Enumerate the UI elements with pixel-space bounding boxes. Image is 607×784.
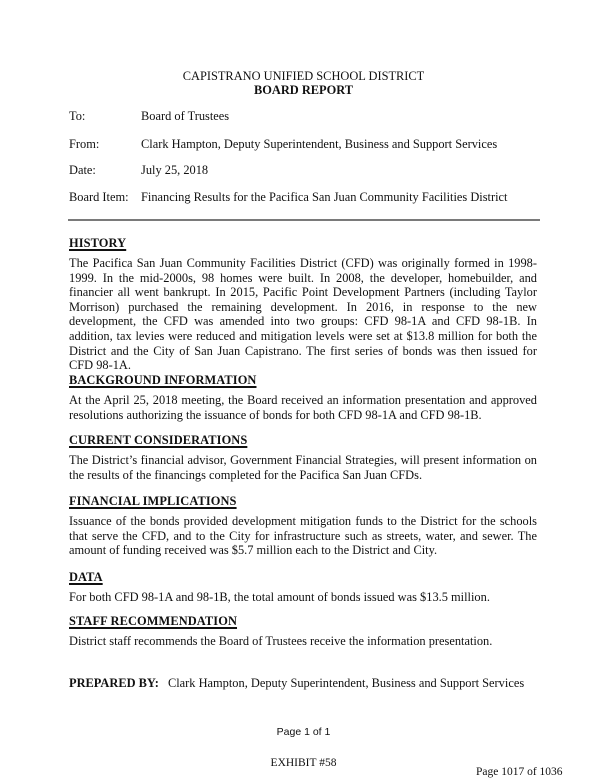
section-heading: STAFF RECOMMENDATION [69, 614, 238, 628]
section-heading: FINANCIAL IMPLICATIONS [69, 494, 237, 508]
packet-page-number: Page 1017 of 1036 [476, 766, 563, 778]
section-body: Issuance of the bonds provided development mitigation funds to the District for the schools that serve the CFD, and to the City for infrastructure such as streets, water, and sewer. The amount of funding received was $5.7 million each to the District and City. [69, 514, 537, 558]
organization-title: CAPISTRANO UNIFIED SCHOOL DISTRICT [182, 69, 425, 83]
prepared-by [69, 676, 524, 690]
section-staff-recommendation [69, 614, 537, 649]
section-data [69, 570, 537, 605]
section-history [69, 236, 537, 373]
section-heading: CURRENT CONSIDERATIONS [69, 433, 248, 447]
memo-value: July 25, 2018 [141, 163, 209, 177]
section-body: At the April 25, 2018 meeting, the Board received an information presentation and approved resolutions authorizing the issuance of bonds for both CFD 98-1A and CFD 98-1B. [69, 393, 537, 422]
section-financial-implications [69, 494, 537, 558]
section-body: The Pacifica San Juan Community Facilities District (CFD) was originally formed in 1998-1999. In the mid-2000s, 98 homes were built. In 2008, the developer, homebuilder, and financier all went bankrupt. In 2015, Pacific Point Development Partners (including Taylor Morrison) purchased the remaining development. In 2016, in response to the new development, the CFD was amended into two groups: CFD 98-1A and CFD 98-1B. In addition, tax levies were reduced and mitigation levels were set at $13.8 million for both the District and the City of San Juan Capistrano. The first series of bonds was then issued for CFD 98-1A. [69, 256, 537, 373]
prepared-by-value: Clark Hampton, Deputy Superintendent, Business and Support Services [167, 676, 525, 690]
section-body: For both CFD 98-1A and 98-1B, the total amount of bonds issued was $13.5 million. [69, 590, 490, 604]
memo-label: From: [69, 137, 100, 151]
memo-label: To: [69, 109, 86, 123]
memo-value: Financing Results for the Pacifica San Juan Community Facilities District [141, 190, 508, 204]
memo-value: Board of Trustees [141, 109, 230, 123]
section-heading: DATA [69, 570, 103, 584]
section-body: District staff recommends the Board of Trustees receive the information presentation. [69, 634, 493, 648]
report-type-title: BOARD REPORT [253, 83, 354, 97]
memo-label: Date: [69, 163, 96, 177]
memo-label: Board Item: [69, 190, 129, 204]
section-current-considerations [69, 433, 537, 482]
section-background-information [69, 373, 537, 422]
section-heading: HISTORY [69, 236, 127, 250]
memo-value: Clark Hampton, Deputy Superintendent, Business and Support Services [141, 137, 498, 151]
page-number: Page 1 of 1 [276, 726, 331, 738]
exhibit-label: EXHIBIT #58 [270, 757, 337, 769]
section-heading: BACKGROUND INFORMATION [69, 373, 257, 387]
header-divider [68, 219, 540, 221]
prepared-by-label: PREPARED BY: [69, 676, 159, 690]
section-body: The District’s financial advisor, Government Financial Strategies, will present information on the results of the financings completed for the Pacifica San Juan CFDs. [69, 453, 537, 482]
